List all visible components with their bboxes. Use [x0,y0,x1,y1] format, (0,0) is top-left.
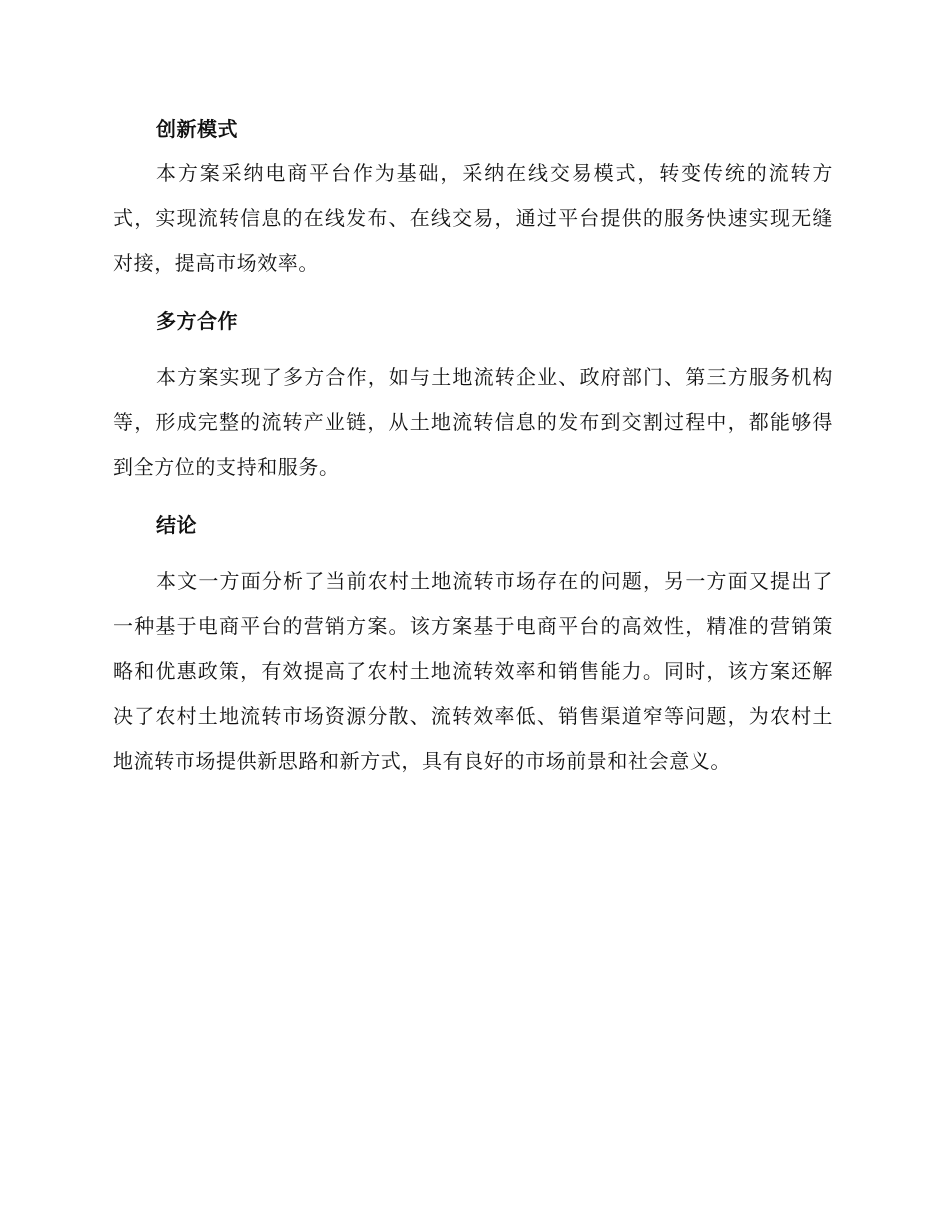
section-paragraph-innovation-model: 本方案采纳电商平台作为基础，采纳在线交易模式，转变传统的流转方式，实现流转信息的在线发布、在线交易，通过平台提供的服务快速实现无缝对接，提高市场效率。 [113,161,833,275]
section-heading-conclusion: 结论 [156,513,197,537]
section-heading-innovation-model: 创新模式 [156,117,238,141]
section-paragraph-conclusion: 本文一方面分析了当前农村土地流转市场存在的问题，另一方面又提出了一种基于电商平台的营销方案。该方案基于电商平台的高效性，精准的营销策略和优惠政策，有效提高了农村土地流转效率和销售能力。同时，该方案还解决了农村土地流转市场资源分散、流转效率低、销售渠道窄等问题，为农村土地流转市场提供新思路和新方式，具有良好的市场前景和社会意义。 [113,569,833,773]
section-paragraph-multi-party-cooperation: 本方案实现了多方合作，如与土地流转企业、政府部门、第三方服务机构等，形成完整的流转产业链，从土地流转信息的发布到交割过程中，都能够得到全方位的支持和服务。 [113,365,833,479]
document-body [113,112,833,784]
section-heading-multi-party-cooperation: 多方合作 [156,309,238,333]
